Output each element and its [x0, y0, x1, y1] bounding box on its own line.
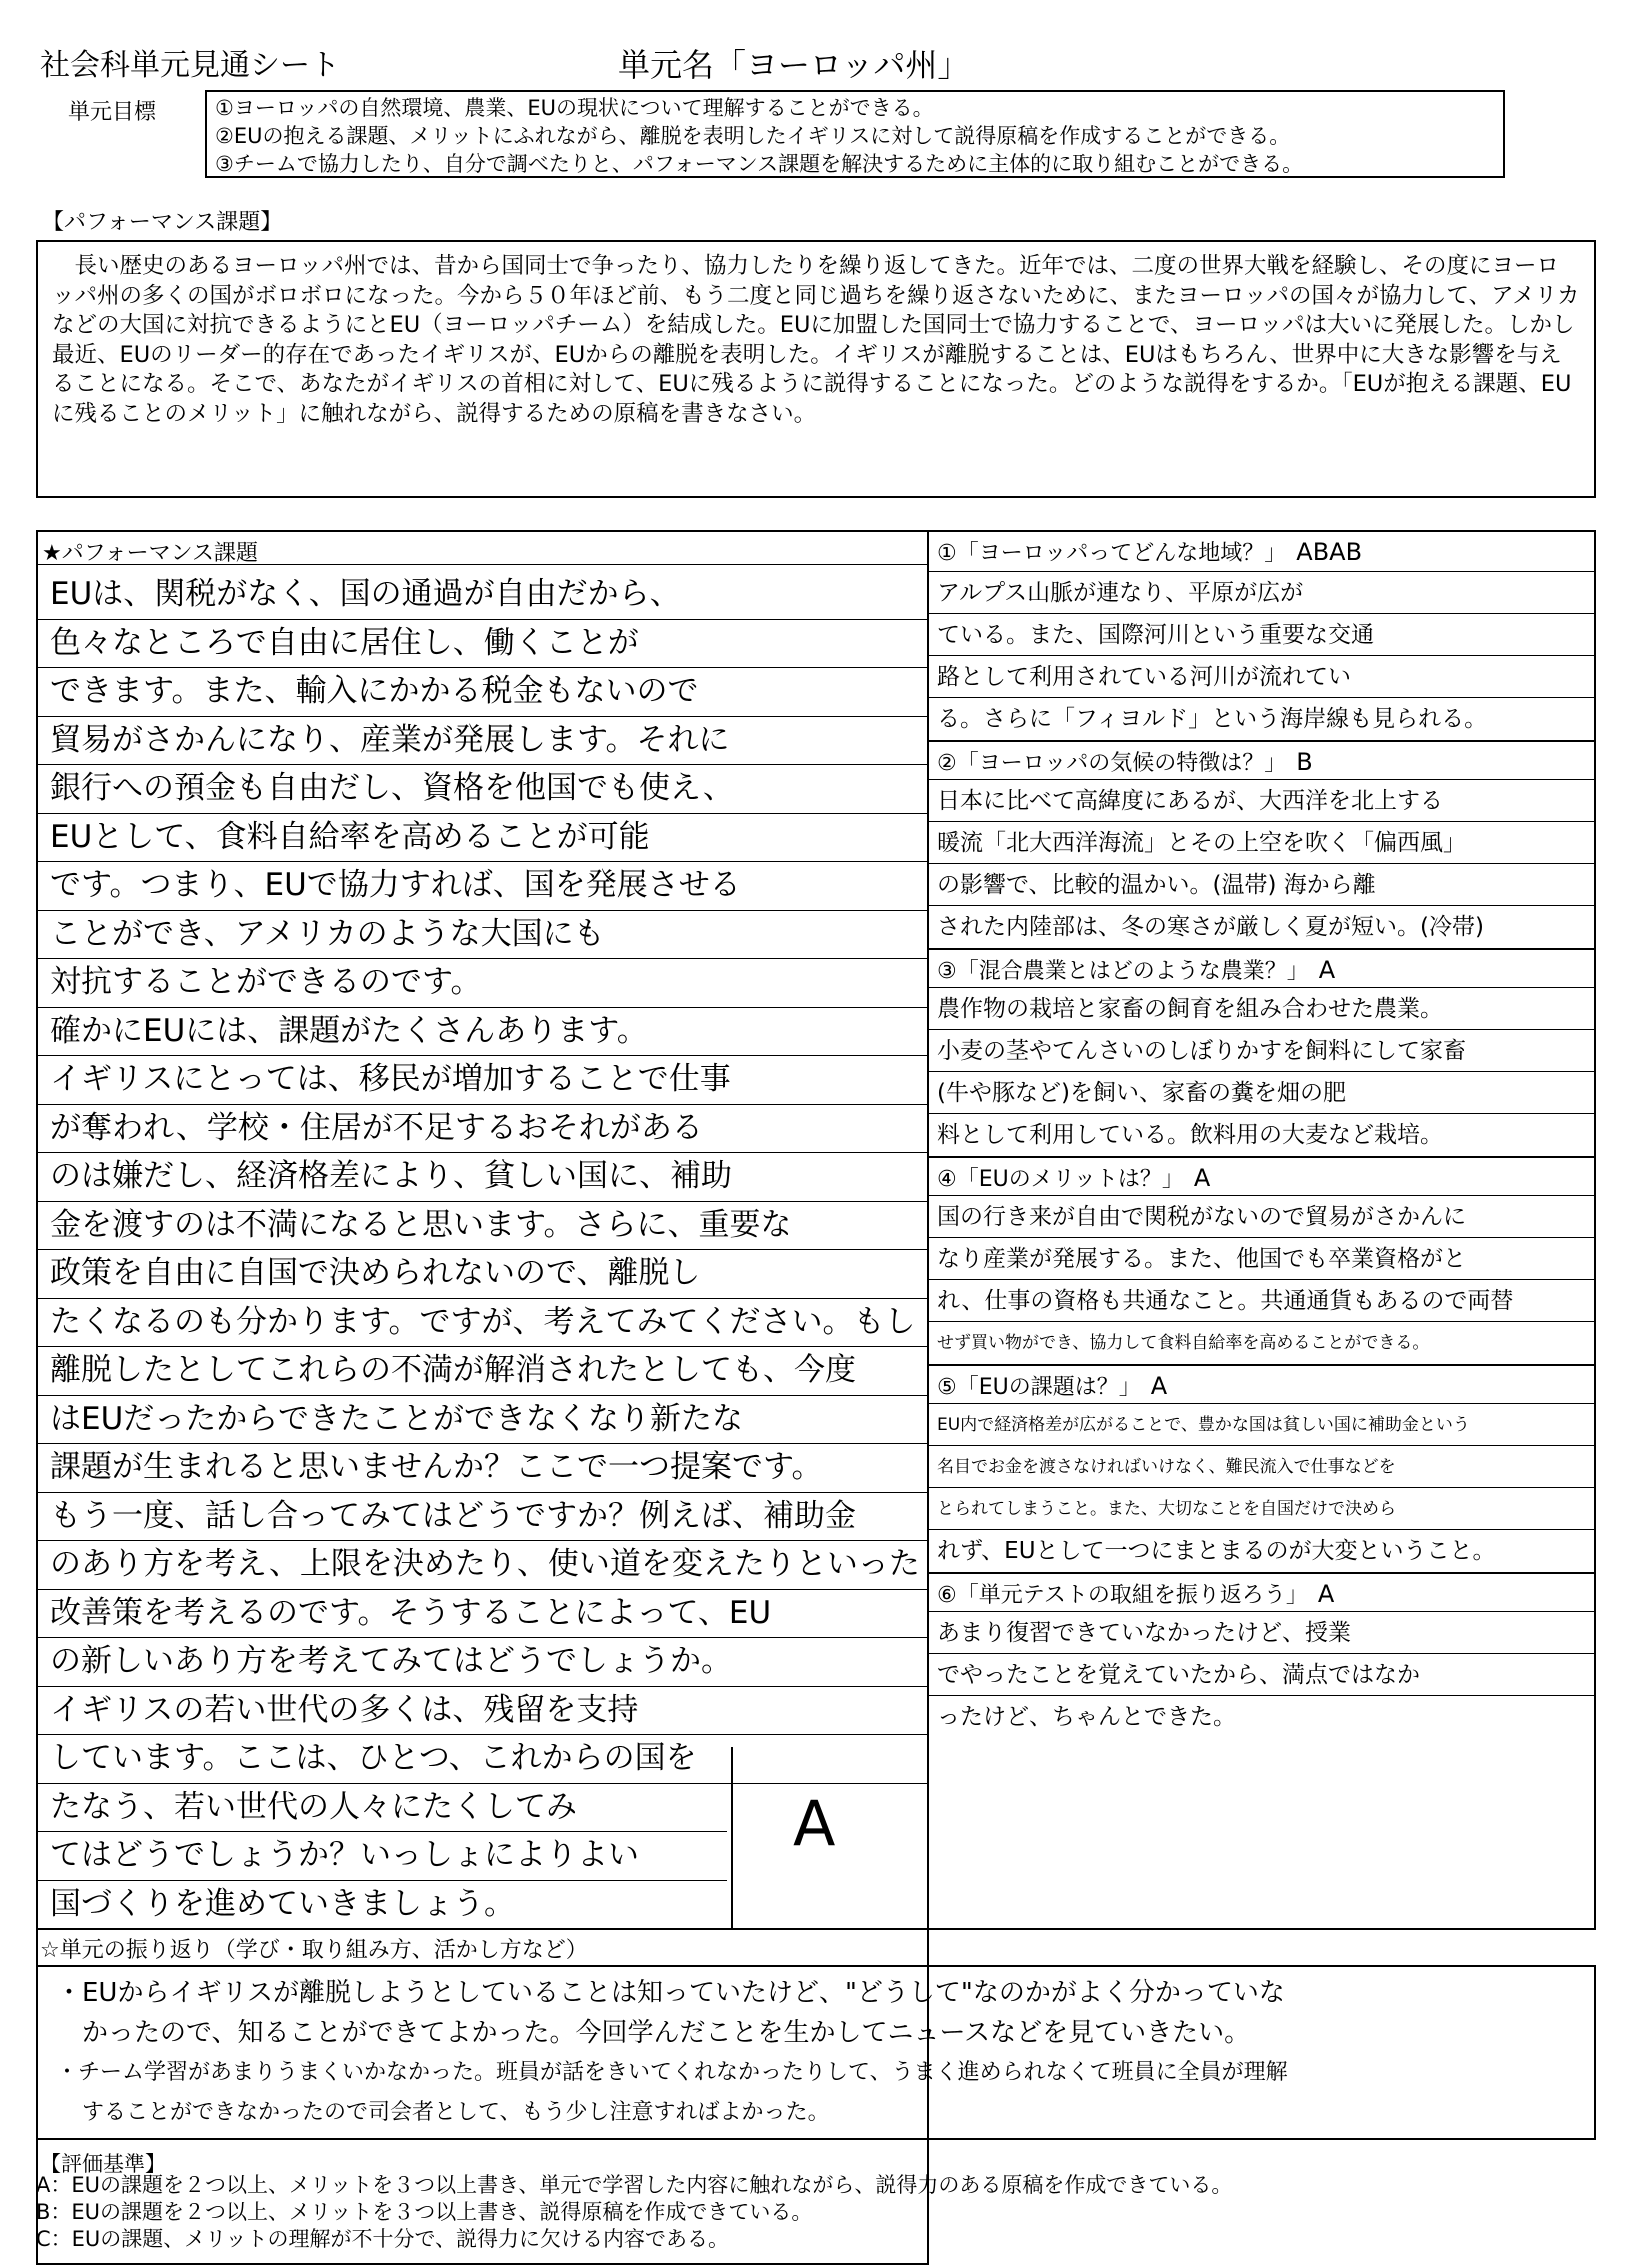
essay-line: のは嫌だし、経済格差により、貧しい国に、補助: [50, 1158, 732, 1194]
essay-line: もう一度、話し合ってみてはどうですか？例えば、補助金: [50, 1497, 856, 1534]
answer-line: アルプス山脈が連なり、平原が広が: [937, 580, 1304, 606]
essay-rule: [38, 1831, 727, 1832]
essay-line: 確かにEUには、課題がたくさんあります。: [50, 1012, 648, 1049]
answer-line: とられてしまうこと。また、大切なことを自国だけで決めら: [937, 1499, 1396, 1519]
essay-rule: [38, 813, 927, 814]
answer-rule: [929, 1237, 1594, 1238]
essay-line: 金を渡すのは不満になると思います。さらに、重要な: [50, 1206, 792, 1243]
answer-rule: [929, 655, 1594, 656]
essay-rule: [38, 958, 927, 959]
essay-rule: [38, 716, 927, 717]
essay-line: EUとして、食料自給率を高めることが可能: [50, 818, 650, 855]
criterion-a: A：EUの課題を２つ以上、メリットを３つ以上書き、単元で学習した内容に触れながら、説得力のある原稿を作成できている。: [36, 2173, 1233, 2197]
reflection-box: [36, 1965, 1596, 2140]
question-header: [929, 740, 1596, 780]
essay-rule: [38, 1055, 927, 1056]
essay-rule: [38, 619, 927, 620]
essay-line: できます。また、輸入にかかる税金もないので: [50, 673, 699, 709]
answer-line: 小麦の茎やてんさいのしぼりかすを飼料にして家畜: [937, 1038, 1466, 1064]
essay-line: が奪われ、学校・住居が不足するおそれがある: [50, 1109, 703, 1146]
answer-rule: [929, 1653, 1594, 1654]
reflection-area: [36, 1930, 1596, 1931]
essay-line: です。つまり、EUで協力すれば、国を発展させる: [50, 867, 741, 903]
essay-rule: [38, 1152, 927, 1153]
essay-rule: [38, 1298, 927, 1299]
answer-line: でやったことを覚えていたから、満点ではなか: [937, 1662, 1420, 1688]
criterion-b: B：EUの課題を２つ以上、メリットを３つ以上書き、説得原稿を作成できている。: [36, 2200, 813, 2224]
essay-rule: [38, 910, 927, 911]
question-header: [929, 1572, 1596, 1612]
answer-rule: [929, 1695, 1594, 1696]
answer-line: れ、仕事の資格も共通なこと。共通通貨もあるので両替: [937, 1288, 1514, 1314]
answer-rule: [929, 1487, 1594, 1488]
evaluation-criteria: [36, 2172, 1232, 2253]
goal-item: ③チームで協力したり、自分で調べたりと、パフォーマンス課題を解決するために主体的に取り組むことができる。: [215, 152, 1304, 176]
answer-rule: [929, 821, 1594, 822]
essay-rule: [38, 1443, 927, 1444]
essay-rule: [38, 667, 927, 668]
reflection-line: ・EUからイギリスが離脱しようとしていることは知っていたけど、"どうして"なのかがよく分かっていな: [56, 1978, 1285, 2008]
criterion-c: C：EUの課題、メリットの理解が不十分で、説得力に欠ける内容である。: [36, 2227, 730, 2251]
essay-line: たなう、若い世代の人々にたくしてみ: [50, 1788, 577, 1825]
reflection-line: ・チーム学習があまりうまくいかなかった。班員が話をきいてくれなかったりして、うまく進められなくて班員に全員が理解: [56, 2060, 1288, 2085]
essay-line: 色々なところで自由に居住し、働くことが: [50, 624, 639, 661]
essay-rule: [38, 861, 927, 862]
answer-line: せず買い物ができ、協力して食料自給率を高めることができる。: [937, 1333, 1430, 1353]
essay-line: イギリスの若い世代の多くは、残留を支持: [50, 1691, 639, 1728]
goal-item: ①ヨーロッパの自然環境、農業、EUの現状について理解することができる。: [215, 96, 934, 120]
goals-box: [205, 90, 1505, 178]
question-title: ⑤「EUの課題は？」: [937, 1375, 1141, 1400]
essay-line: 銀行への預金も自由だし、資格を他国でも使え、: [50, 770, 734, 806]
essay-line: 改善策を考えるのです。そうすることによって、EU: [50, 1594, 772, 1631]
question-header: [929, 532, 1596, 572]
answer-line: あまり復習できていなかったけど、授業: [937, 1620, 1351, 1646]
essay-label: ★パフォーマンス課題: [42, 541, 258, 566]
question-title: ④「EUのメリットは？」: [937, 1167, 1184, 1192]
question-mark: A: [1150, 1372, 1168, 1400]
essay-line: 政策を自由に自国で決められないので、離脱し: [50, 1255, 701, 1291]
essay-grade: A: [793, 1787, 836, 1860]
essay-line: ことができ、アメリカのような大国にも: [50, 915, 605, 952]
question-mark: ABAB: [1296, 538, 1363, 566]
essay-line: 国づくりを進めていきましょう。: [50, 1885, 515, 1922]
question-mark: A: [1318, 956, 1336, 984]
essay-rule: [38, 1007, 927, 1008]
grade-box: [731, 1747, 931, 1930]
answer-line: 日本に比べて高緯度にあるが、大西洋を北上する: [937, 788, 1443, 814]
essay-rule: [38, 1928, 727, 1929]
essay-line: たくなるのも分かります。ですが、考えてみてください。もし: [50, 1303, 916, 1340]
answer-line: れず、EUとして一つにまとまるのが大変ということ。: [937, 1538, 1496, 1564]
answer-line: ている。また、国際河川という重要な交通: [937, 622, 1374, 648]
performance-task-text: 長い歴史のあるヨーロッパ州では、昔から国同士で争ったり、協力したりを繰り返してきた。近年では、二度の世界大戦を経験し、その度にヨーロッパ州の多くの国がボロボロになった。今から５０年ほど前、もう二度と同じ過ちを繰り返さないために、またヨーロッパの国々が協力して、アメリカなどの大国に対抗できるようにとEU（ヨーロッパチーム）を結成した。EUに加盟した国同士で協力することで、ヨーロッパは大いに発展した。しかし最近、EUのリーダー的存在であったイギリスが、EUからの離脱を表明した。イギリスが離脱することは、EUはもちろん、世界中に大きな影響を与えることになる。そこで、あなたがイギリスの首相に対して、EUに残るように説得することになった。どのような説得をするか。「EUが抱える課題、EUに残ることのメリット」に触れながら、説得するための原稿を書きなさい。: [36, 240, 1596, 498]
answer-line: EU内で経済格差が広がることで、豊かな国は貧しい国に補助金という: [937, 1415, 1470, 1435]
essay-rule: [38, 1249, 927, 1250]
essay-rule: [38, 1686, 927, 1687]
answer-rule: [929, 1445, 1594, 1446]
essay-rule: [38, 1492, 927, 1493]
evaluation-label: 【評価基準】: [40, 2152, 166, 2176]
question-title: ⑥「単元テストの取組を振り返ろう」: [937, 1583, 1308, 1608]
answer-line: 路として利用されている河川が流れてい: [937, 664, 1351, 690]
answer-rule: [929, 1529, 1594, 1530]
essay-line: EUは、関税がなく、国の通過が自由だから、: [50, 576, 681, 612]
essay-rule: [38, 764, 927, 765]
essay-rule: [38, 1540, 927, 1541]
answer-line: 名目でお金を渡さなければいけなく、難民流入で仕事などを: [937, 1457, 1396, 1477]
answer-line: る。さらに「フィヨルド」という海岸線も見られる。: [937, 706, 1488, 732]
answer-rule: [929, 613, 1594, 614]
essay-rule: [38, 1880, 727, 1881]
essay-area: [36, 530, 929, 1930]
questions-panel: [929, 530, 1596, 1930]
essay-rule: [38, 1589, 927, 1590]
answer-line: (牛や豚など)を飼い、家畜の糞を畑の肥: [937, 1080, 1346, 1106]
essay-line: イギリスにとっては、移民が増加することで仕事: [50, 1061, 731, 1097]
essay-rule: [38, 1395, 927, 1396]
answer-line: 国の行き来が自由で関税がないので貿易がさかんに: [937, 1204, 1466, 1230]
essay-rule: [38, 1201, 927, 1202]
essay-line: しています。ここは、ひとつ、これからの国を: [50, 1740, 697, 1776]
unit-name: 単元名「ヨーロッパ州」: [618, 46, 970, 84]
answer-rule: [929, 697, 1594, 698]
essay-line: 貿易がさかんになり、産業が発展します。それに: [50, 721, 730, 758]
answer-line: ったけど、ちゃんとできた。: [937, 1704, 1236, 1730]
essay-rule: [38, 564, 927, 565]
answer-line: の影響で、比較的温かい。(温帯) 海から離: [937, 872, 1376, 898]
answer-rule: [929, 1113, 1594, 1114]
answer-rule: [929, 905, 1594, 906]
goals-label: 単元目標: [68, 100, 157, 125]
essay-rule: [38, 1346, 927, 1347]
reflection-line: することができなかったので司会者として、もう少し注意すればよかった。: [82, 2100, 830, 2125]
essay-rule: [38, 1734, 927, 1735]
question-header: [929, 1364, 1596, 1404]
answer-line: なり産業が発展する。また、他国でも卒業資格がと: [937, 1246, 1466, 1272]
essay-line: 離脱したとしてこれらの不満が解消されたとしても、今度: [50, 1352, 856, 1388]
question-title: ①「ヨーロッパってどんな地域？」: [937, 541, 1287, 566]
question-header: [929, 948, 1596, 988]
question-mark: A: [1317, 1580, 1335, 1608]
answer-line: された内陸部は、冬の寒さが厳しく夏が短い。(冷帯): [937, 914, 1484, 940]
essay-rule: [38, 1637, 927, 1638]
answer-line: 料として利用している。飲料用の大麦など栽培。: [937, 1122, 1443, 1148]
essay-rule: [38, 1104, 927, 1105]
essay-line: の新しいあり方を考えてみてはどうでしょうか。: [50, 1643, 732, 1679]
essay-line: 対抗することができるのです。: [50, 964, 482, 1000]
performance-task-label: 【パフォーマンス課題】: [42, 210, 283, 235]
question-title: ②「ヨーロッパの気候の特徴は？」: [937, 751, 1287, 776]
sheet-title: 社会科単元見通シート: [40, 48, 340, 83]
question-mark: A: [1193, 1164, 1211, 1192]
question-header: [929, 1156, 1596, 1196]
reflection-line: かったので、知ることができてよかった。今回学んだことを生かしてニュースなどを見ていきたい。: [82, 2018, 1251, 2048]
answer-rule: [929, 1321, 1594, 1322]
essay-line: てはどうでしょうか？いっしょによりよい: [50, 1837, 639, 1873]
essay-line: はEUだったからできたことができなくなり新たな: [50, 1400, 743, 1437]
essay-line: 課題が生まれると思いませんか？ここで一つ提案です。: [50, 1449, 823, 1485]
question-title: ③「混合農業とはどのような農業？」: [937, 959, 1309, 984]
reflection-label: ☆単元の振り返り（学び・取り組み方、活かし方など）: [40, 1938, 588, 1963]
answer-rule: [929, 1279, 1594, 1280]
answer-rule: [929, 1029, 1594, 1030]
answer-rule: [929, 863, 1594, 864]
goal-item: ②EUの抱える課題、メリットにふれながら、離脱を表明したイギリスに対して説得原稿を作成することができる。: [215, 124, 1291, 148]
answer-rule: [929, 1071, 1594, 1072]
question-mark: B: [1296, 748, 1313, 776]
answer-line: 暖流「北大西洋海流」とその上空を吹く「偏西風」: [937, 830, 1466, 856]
answer-line: 農作物の栽培と家畜の飼育を組み合わせた農業。: [937, 996, 1443, 1022]
essay-line: のあり方を考え、上限を決めたり、使い道を変えたりといった: [50, 1546, 920, 1582]
